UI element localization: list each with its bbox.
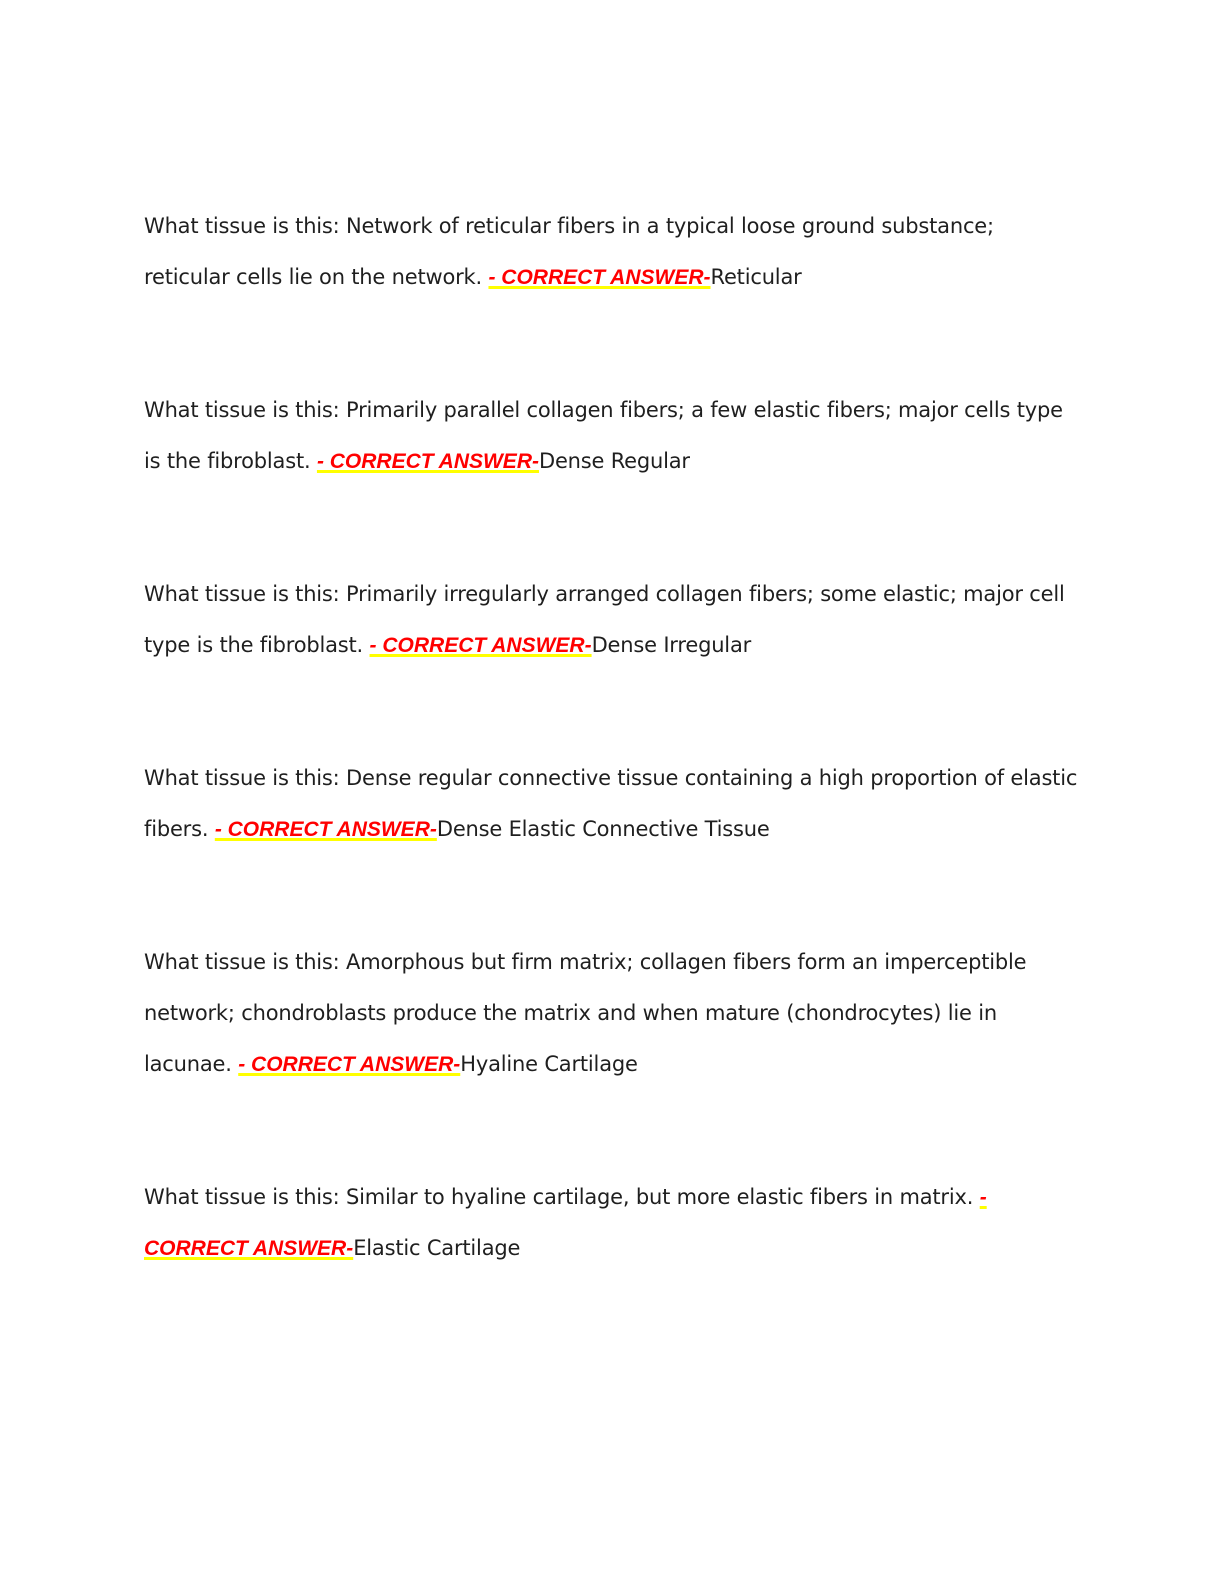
correct-answer-marker: - CORRECT ANSWER- <box>238 1053 461 1076</box>
question-text: What tissue is this: Network of reticular fibers in a typical loose ground substance; reticular cells lie on the network. <box>144 214 994 289</box>
qa-item <box>144 1172 1079 1274</box>
question-text: What tissue is this: Similar to hyaline cartilage, but more elastic fibers in matrix. <box>144 1185 974 1209</box>
correct-answer-marker: - CORRECT ANSWER- <box>369 634 592 657</box>
correct-answer-marker: - CORRECT ANSWER- <box>488 266 711 289</box>
answer-text: Dense Irregular <box>591 633 752 657</box>
answer-text: Elastic Cartilage <box>353 1236 521 1260</box>
qa-item <box>144 201 1079 303</box>
qa-item <box>144 569 1079 671</box>
answer-text: Dense Elastic Connective Tissue <box>436 817 770 841</box>
answer-text: Reticular <box>710 265 802 289</box>
qa-item <box>144 753 1079 855</box>
question-text: What tissue is this: Amorphous but firm matrix; collagen fibers form an imperceptible network; chondroblasts produce the matrix and when mature (chondrocytes) lie in lacunae. <box>144 950 1027 1076</box>
question-text: What tissue is this: Dense regular connective tissue containing a high proportion of elastic fibers. <box>144 766 1078 841</box>
qa-item <box>144 937 1079 1090</box>
question-text: What tissue is this: Primarily irregularly arranged collagen fibers; some elastic; major cell type is the fibroblast. <box>144 582 1065 657</box>
question-text: What tissue is this: Primarily parallel collagen fibers; a few elastic fibers; major cells type is the fibroblast. <box>144 398 1063 473</box>
correct-answer-marker: - CORRECT ANSWER- <box>214 818 437 841</box>
qa-item <box>144 385 1079 487</box>
answer-text: Hyaline Cartilage <box>460 1052 638 1076</box>
correct-answer-marker: - CORRECT ANSWER- <box>144 1186 987 1260</box>
answer-text: Dense Regular <box>538 449 690 473</box>
correct-answer-marker: - CORRECT ANSWER- <box>316 450 539 473</box>
